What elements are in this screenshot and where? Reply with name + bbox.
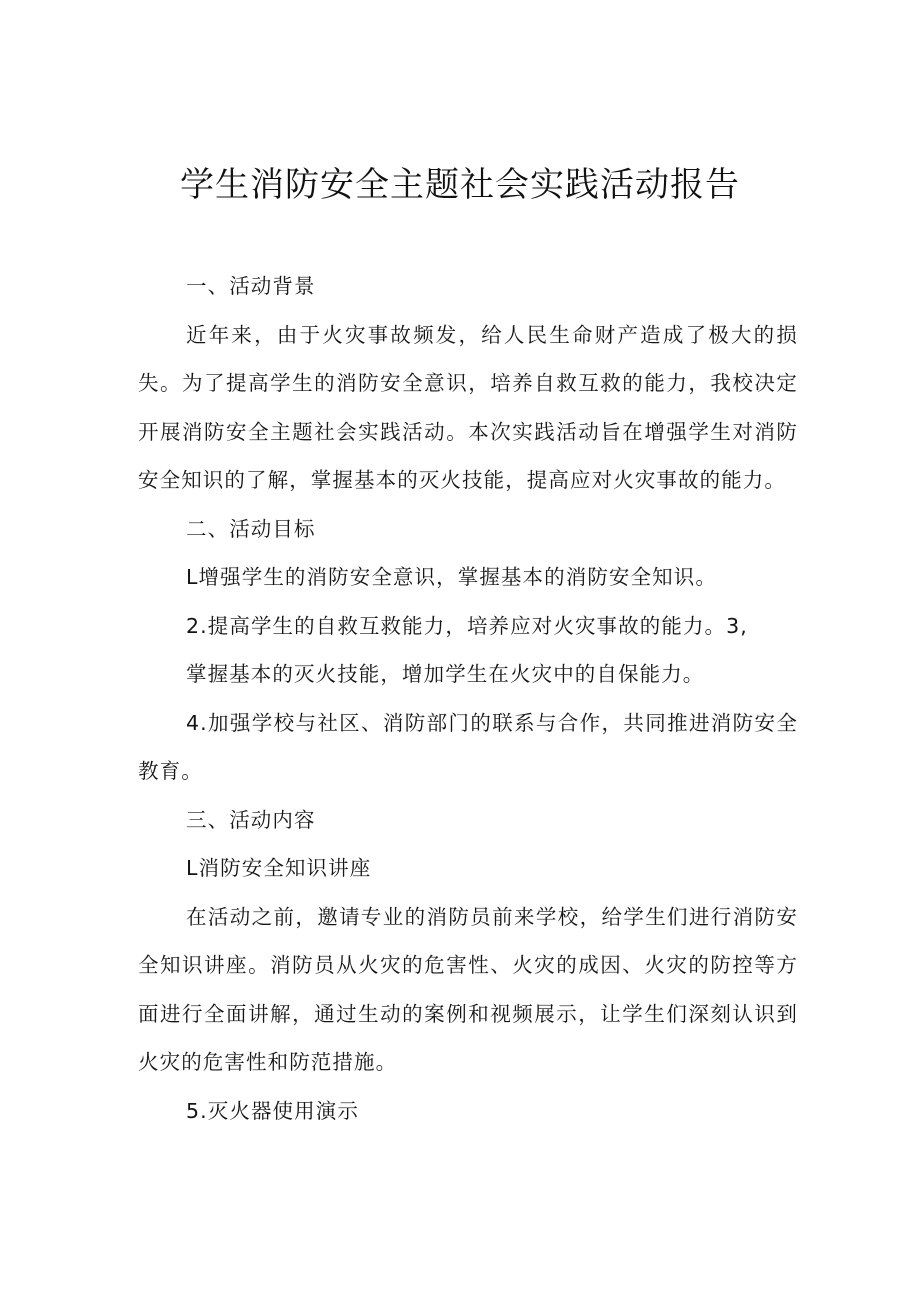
section-heading-background: 一、活动背景 bbox=[186, 274, 316, 298]
goal-item-2: 2.提高学生的自救互救能力，培养应对火灾事故的能力。3, bbox=[186, 613, 748, 638]
goal-item-1: L增强学生的消防安全意识，掌握基本的消防安全知识。 bbox=[186, 565, 717, 589]
paragraph-lecture: 在活动之前，邀请专业的消防员前来学校，给学生们进行消防安全知识讲座。消防员从火灾的危害性、火灾的成因、火灾的防控等方面进行全面讲解，通过生动的案例和视频展示，让学生们深刻认识到火灾的危害性和防范措施。 bbox=[138, 904, 798, 1074]
goal-item-4: 4.加强学校与社区、消防部门的联系与合作，共同推进消防安全教育。 bbox=[138, 710, 798, 783]
document-body bbox=[138, 262, 798, 1135]
paragraph-background: 近年来，由于火灾事故频发，给人民生命财产造成了极大的损失。为了提高学生的消防安全意识，培养自救互救的能力，我校决定开展消防安全主题社会实践活动。本次实践活动旨在增强学生对消防安全知识的了解，掌握基本的灭火技能，提高应对火灾事故的能力。 bbox=[138, 322, 798, 492]
content-item-lecture: L消防安全知识讲座 bbox=[186, 856, 372, 880]
document-title: 学生消防安全主题社会实践活动报告 bbox=[180, 165, 740, 205]
section-heading-content: 三、活动内容 bbox=[186, 807, 316, 832]
goal-item-3: 掌握基本的灭火技能，增加学生在火灾中的自保能力。 bbox=[186, 662, 705, 686]
content-item-extinguisher: 5.灭火器使用演示 bbox=[186, 1098, 359, 1123]
section-heading-goals: 二、活动目标 bbox=[186, 516, 316, 541]
